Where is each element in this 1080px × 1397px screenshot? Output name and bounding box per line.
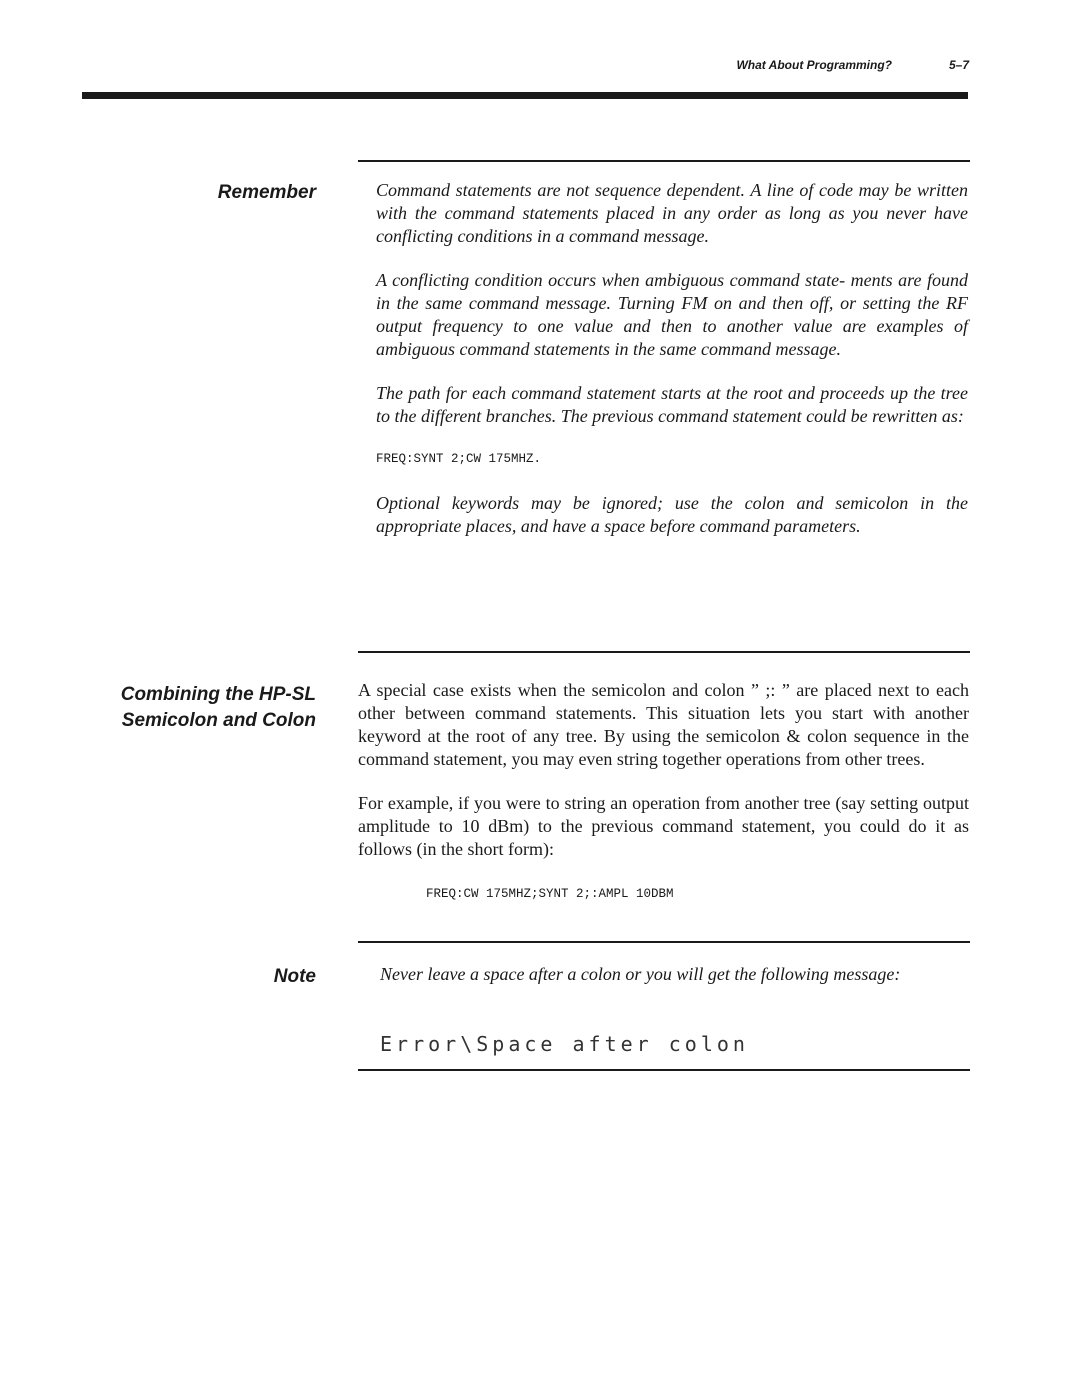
note-top-rule bbox=[358, 941, 970, 943]
note-bottom-rule bbox=[358, 1069, 970, 1071]
page-number: 5–7 bbox=[948, 58, 969, 72]
remember-code-example: FREQ:SYNT 2;CW 175MHZ. bbox=[376, 452, 542, 466]
running-header bbox=[0, 58, 969, 78]
remember-heading: Remember bbox=[217, 182, 316, 203]
combining-heading bbox=[60, 682, 316, 734]
remember-bottom-rule bbox=[358, 651, 970, 653]
error-display-message: Error\Space after colon bbox=[380, 1032, 749, 1056]
remember-paragraph-3: The path for each command statement starts at the root and proceeds up the tree to the different branches. The previous command statement could be rewritten as: bbox=[376, 383, 968, 426]
combining-paragraph-1: A special case exists when the semicolon and colon ” ;: ” are placed next to each other between command statements. This situation lets you start with another keyword at the root of any tree. By using the semicolon & colon sequence in the command statement, you may even string together operations from other trees. bbox=[358, 680, 969, 769]
combining-code-example: FREQ:CW 175MHZ;SYNT 2;:AMPL 10DBM bbox=[426, 887, 674, 901]
note-heading: Note bbox=[273, 966, 316, 987]
section-title: What About Programming? bbox=[736, 58, 892, 72]
note-text: Never leave a space after a colon or you will get the following message: bbox=[380, 964, 901, 984]
combining-paragraph-2: For example, if you were to string an operation from another tree (say setting output amplitude to 10 dBm) to the previous command statement, you could do it as follows (in the short form): bbox=[358, 793, 969, 859]
remember-paragraph-1: Command statements are not sequence dependent. A line of code may be written with the command statements placed in any order as long as you never have conflicting conditions in a command message. bbox=[376, 180, 968, 246]
combining-heading-line-2: Semicolon and Colon bbox=[121, 710, 316, 731]
remember-top-rule bbox=[358, 160, 970, 162]
header-rule bbox=[82, 92, 968, 99]
remember-body bbox=[376, 179, 968, 538]
combining-body bbox=[358, 679, 969, 901]
combining-heading-line-1: Combining the HP-SL bbox=[120, 684, 316, 705]
remember-closing: Optional keywords may be ignored; use the colon and semicolon in the appropriate places, and have a space before command parameters. bbox=[376, 493, 968, 536]
note-body bbox=[380, 963, 970, 986]
remember-paragraph-2: A conflicting condition occurs when ambiguous command state- ments are found in the same command message. Turning FM on and then off, or setting the RF output frequency to one value and then to another value are examples of ambiguous command statements in the same command message. bbox=[376, 270, 968, 359]
